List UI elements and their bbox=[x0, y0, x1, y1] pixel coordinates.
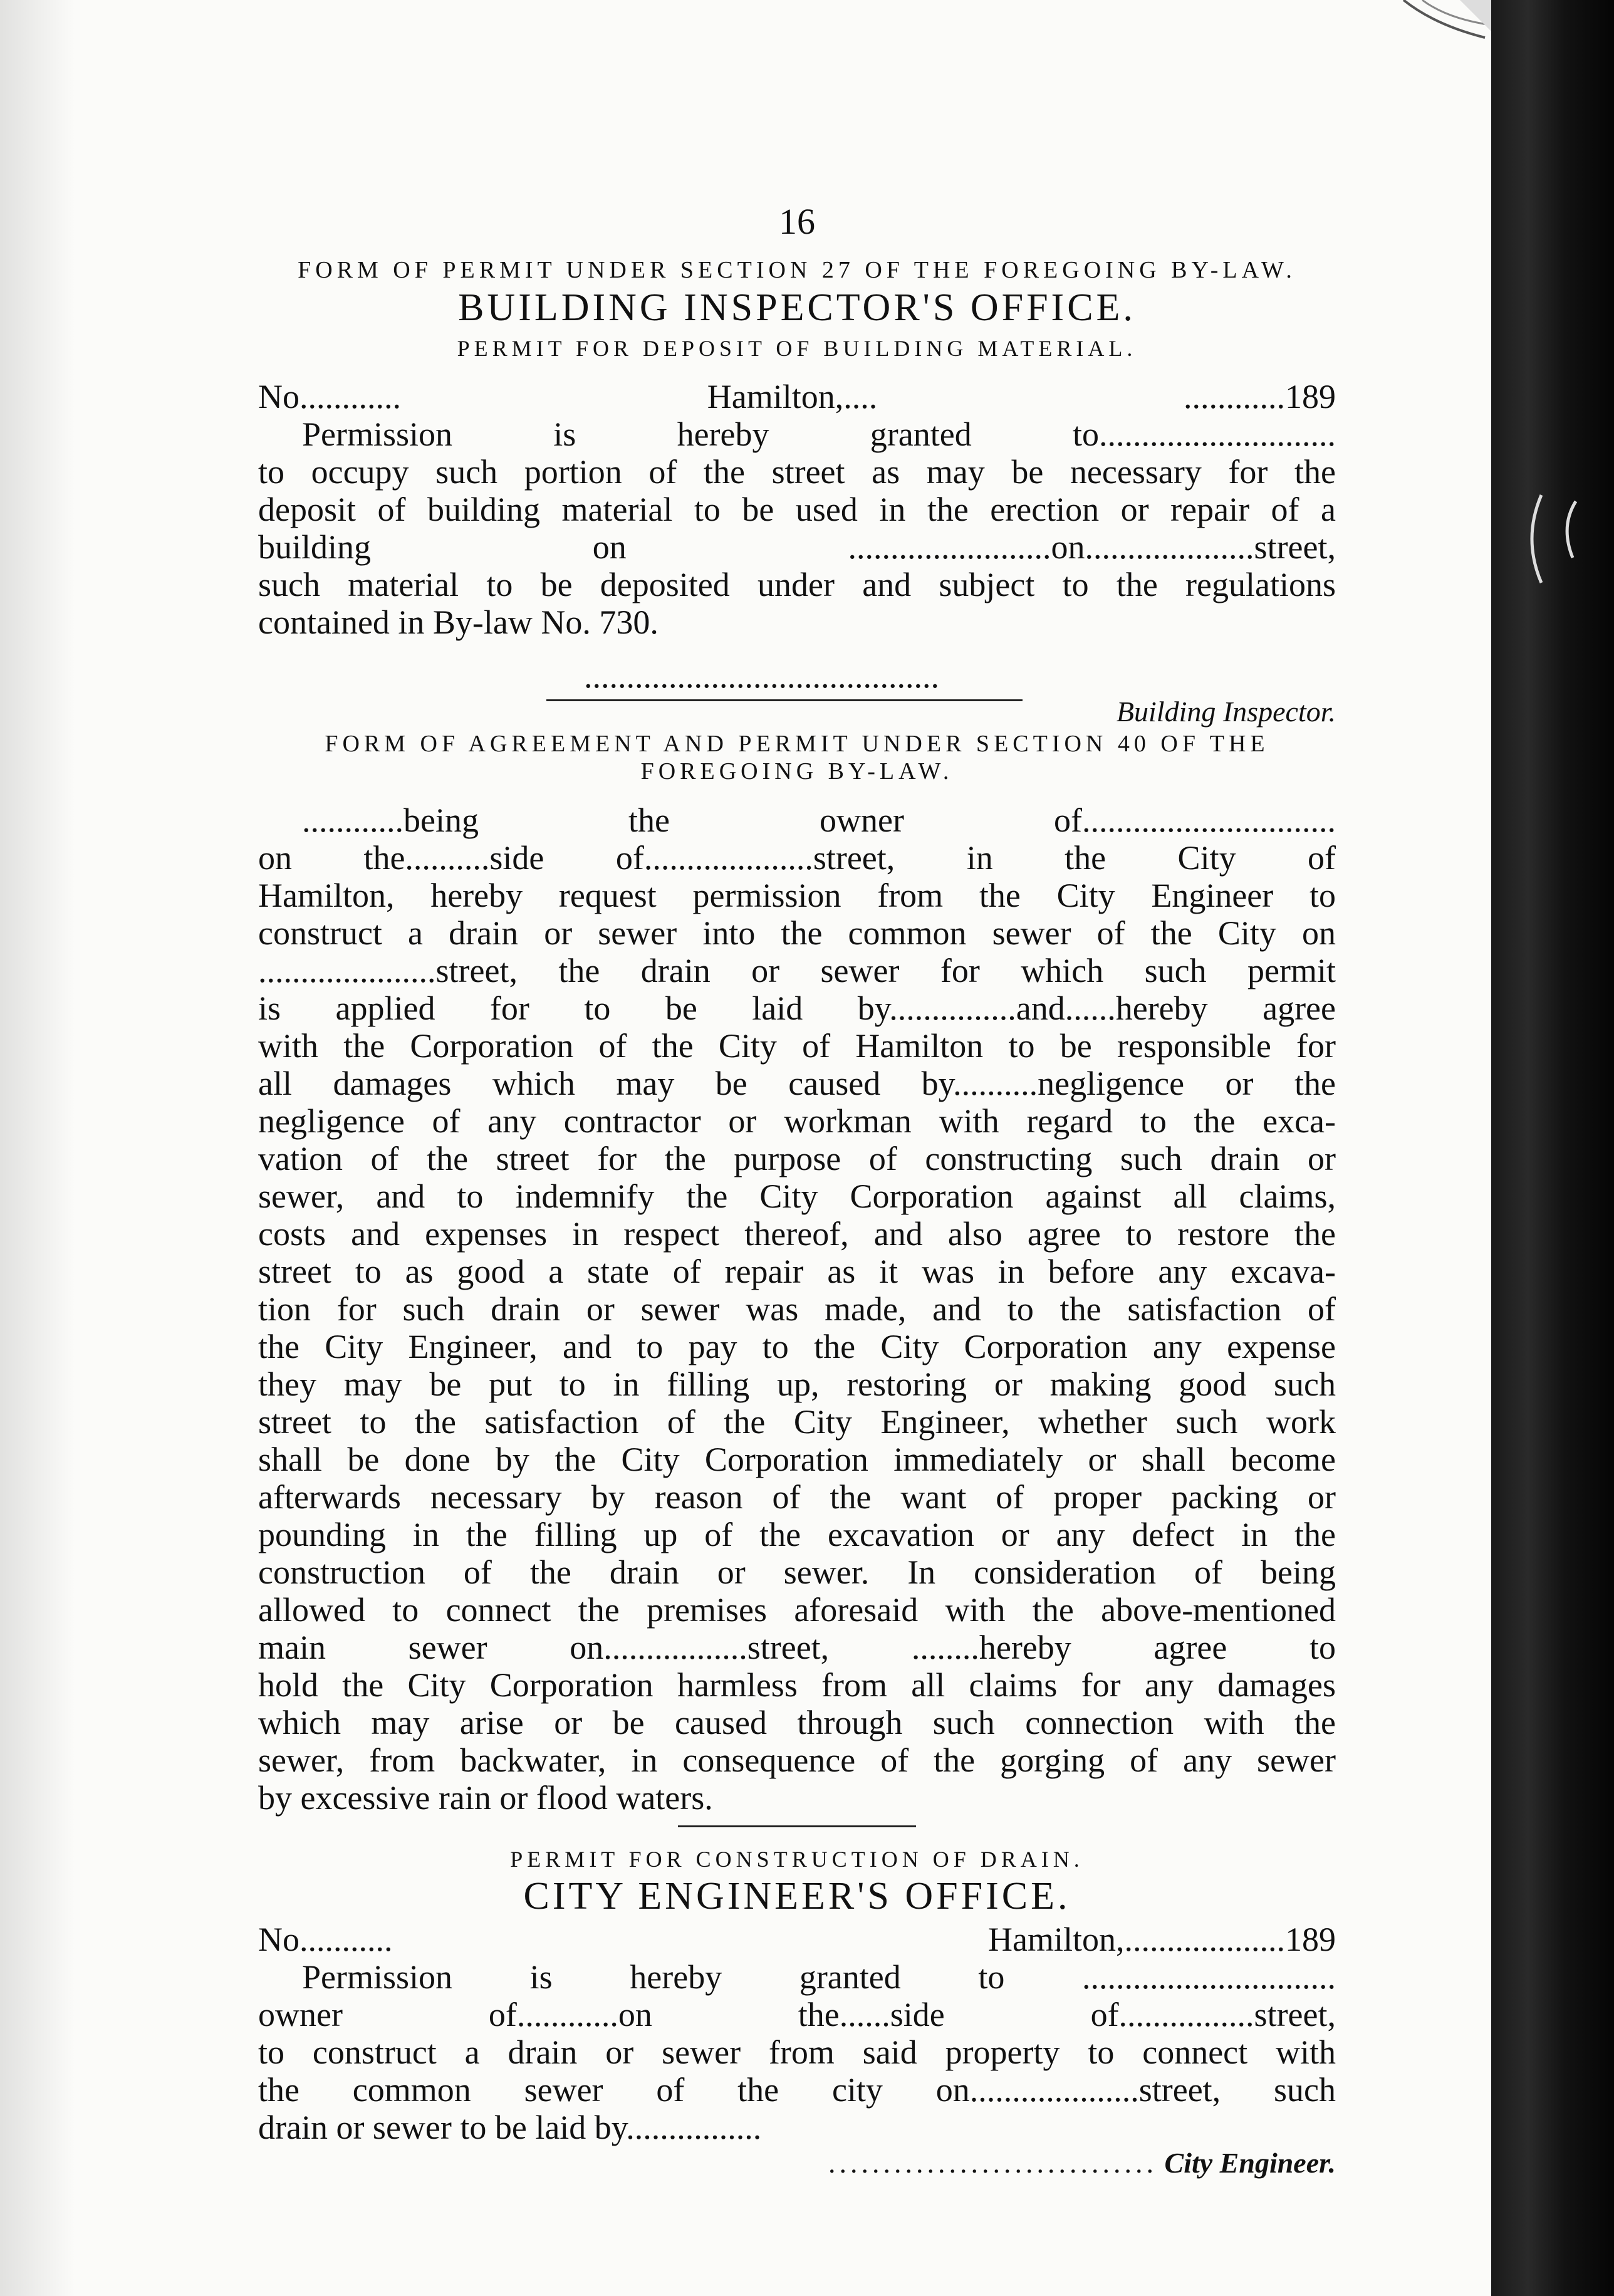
agreement-text-line: tion for such drain or sewer was made, and to the satisfaction of bbox=[258, 1290, 1336, 1328]
drain-permit-line: drain or sewer to be laid by................ bbox=[258, 2109, 762, 2146]
permit-text-line: such material to be deposited under and subject to the regulations bbox=[258, 565, 1336, 603]
agreement-text-line: construct a drain or sewer into the common sewer of the City on bbox=[258, 914, 1336, 952]
corner-fold-mark bbox=[1397, 0, 1491, 75]
agreement-text-line: all damages which may be caused by..........negligence or the bbox=[258, 1064, 1336, 1102]
drain-permit-line: to construct a drain or sewer from said property to connect with bbox=[258, 2033, 1336, 2071]
agreement-text-line: main sewer on.................street, ........hereby agree to bbox=[258, 1628, 1336, 1666]
page-content bbox=[258, 201, 1336, 2179]
page-number: 16 bbox=[779, 201, 815, 242]
building-permit-section bbox=[258, 256, 1336, 728]
agreement-text-line: hold the City Corporation harmless from all claims for any damages bbox=[258, 1666, 1336, 1704]
agreement-form-title-line1: FORM OF AGREEMENT AND PERMIT UNDER SECTION 40 OF THE bbox=[325, 730, 1269, 757]
building-permit-form-title: FORM OF PERMIT UNDER SECTION 27 OF THE FOREGOING BY-LAW. bbox=[298, 257, 1296, 283]
agreement-text-line: construction of the drain or sewer. In consideration of being bbox=[258, 1553, 1336, 1591]
agreement-text-line: costs and expenses in respect thereof, and also agree to restore the bbox=[258, 1214, 1336, 1253]
building-inspector-signature: Building Inspector. bbox=[1116, 695, 1336, 728]
scanner-background bbox=[1491, 0, 1614, 2296]
permit-text-line: Permission is hereby granted to............................ bbox=[302, 415, 1336, 453]
agreement-text-line: afterwards necessary by reason of the want of proper packing or bbox=[258, 1478, 1336, 1516]
building-inspector-office-heading: BUILDING INSPECTOR'S OFFICE. bbox=[458, 286, 1136, 329]
agreement-text-line: with the Corporation of the City of Hamilton to be responsible for bbox=[258, 1026, 1336, 1065]
permit-text-line: No............ Hamilton,.... ............189 bbox=[258, 377, 1336, 415]
margin-bracket-mark bbox=[1516, 489, 1585, 589]
agreement-text-line: street to as good a state of repair as it was in before any excava- bbox=[258, 1252, 1336, 1290]
permit-text-line: to occupy such portion of the street as may be necessary for the bbox=[258, 452, 1336, 491]
drain-permit-line: the common sewer of the city on....................street, such bbox=[258, 2071, 1336, 2109]
agreement-text-line: on the..........side of....................street, in the City of bbox=[258, 838, 1336, 877]
agreement-text-line: the City Engineer, and to pay to the City Corporation any expense bbox=[258, 1327, 1336, 1365]
signature-dots: .............................. bbox=[828, 2147, 1158, 2179]
agreement-text-line: is applied for to be laid by...............and......hereby agree bbox=[258, 989, 1336, 1027]
agreement-text-line: shall be done by the City Corporation immediately or shall become bbox=[258, 1440, 1336, 1478]
agreement-section bbox=[258, 730, 1336, 1827]
agreement-form-title-line2: FOREGOING BY-LAW. bbox=[640, 758, 954, 785]
permit-text-line: building on ........................on....................street, bbox=[258, 528, 1336, 566]
drain-permit-subtitle: PERMIT FOR CONSTRUCTION OF DRAIN. bbox=[510, 1846, 1084, 1872]
signature-dots: .......................................... bbox=[584, 657, 939, 695]
city-engineer-signature-row bbox=[258, 2146, 1336, 2179]
permit-text-line: contained in By-law No. 730. bbox=[258, 603, 659, 641]
deposit-permit-subtitle: PERMIT FOR DEPOSIT OF BUILDING MATERIAL. bbox=[457, 335, 1137, 361]
agreement-text-line: allowed to connect the premises aforesaid with the above-mentioned bbox=[258, 1590, 1336, 1629]
city-engineer-signature: City Engineer. bbox=[1164, 2147, 1336, 2179]
agreement-text-line: sewer, and to indemnify the City Corporation against all claims, bbox=[258, 1177, 1336, 1215]
agreement-text-line: ............being the owner of.............................. bbox=[302, 801, 1336, 839]
agreement-text-line: which may arise or be caused through such connection with the bbox=[258, 1703, 1336, 1741]
drain-permit-line: No........... Hamilton,...................189 bbox=[258, 1921, 1336, 1958]
page-edge-shadow bbox=[0, 0, 75, 2296]
drain-permit-line: owner of............on the......side of................street, bbox=[258, 1996, 1336, 2033]
permit-text-line: deposit of building material to be used in the erection or repair of a bbox=[258, 490, 1336, 528]
city-engineer-office-heading: CITY ENGINEER'S OFFICE. bbox=[523, 1874, 1071, 1918]
agreement-text-line: sewer, from backwater, in consequence of the gorging of any sewer bbox=[258, 1741, 1336, 1779]
agreement-text-line: negligence of any contractor or workman with regard to the exca- bbox=[258, 1102, 1336, 1140]
agreement-text-line: Hamilton, hereby request permission from the City Engineer to bbox=[258, 876, 1336, 914]
agreement-text-line: by excessive rain or flood waters. bbox=[258, 1778, 713, 1817]
drain-permit-line: Permission is hereby granted to .............................. bbox=[302, 1958, 1336, 1996]
agreement-text-line: vation of the street for the purpose of constructing such drain or bbox=[258, 1139, 1336, 1177]
agreement-text-line: pounding in the filling up of the excavation or any defect in the bbox=[258, 1515, 1336, 1553]
agreement-text-line: they may be put to in filling up, restoring or making good such bbox=[258, 1365, 1336, 1403]
agreement-text-line: street to the satisfaction of the City Engineer, whether such work bbox=[258, 1402, 1336, 1441]
agreement-text-line: .....................street, the drain or sewer for which such permit bbox=[258, 951, 1336, 989]
drain-permit-section bbox=[258, 1846, 1336, 2180]
